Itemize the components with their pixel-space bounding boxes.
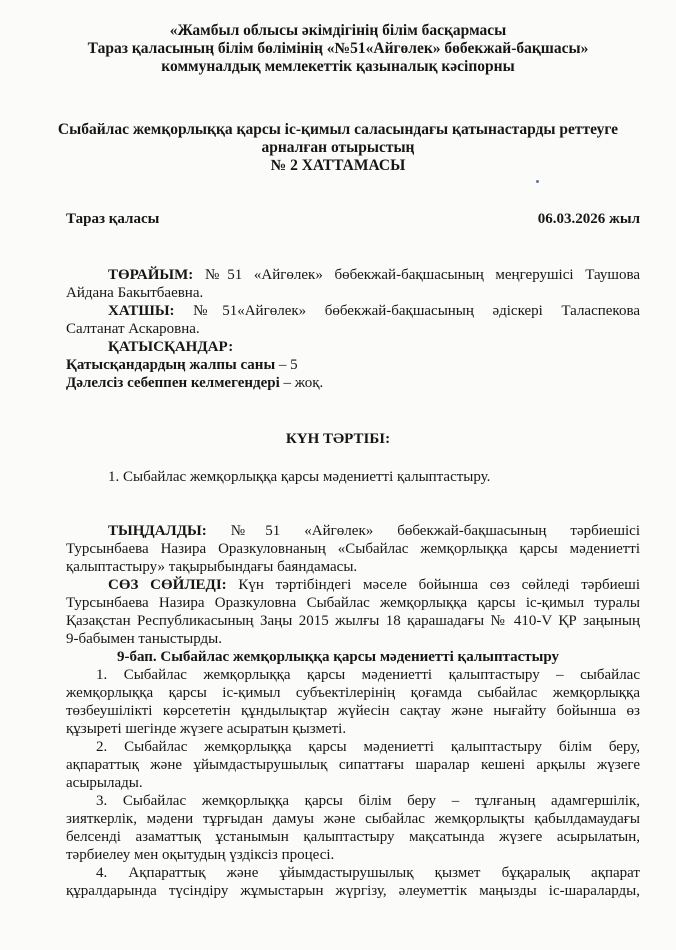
agenda-item-1: 1. Сыбайлас жемқорлыққа қарсы мәдениетті қалыптастыру.: [108, 469, 491, 485]
spoke-line-2: Турсынбаева Назира Оразкуловна Сыбайлас жемқорлыққа қарсы іс-қимыл туралы: [66, 595, 640, 611]
article-p4-line-2: құралдарында түсіндіру жұмыстарын жүргізу, әлеуметтік маңызды іс-шараларды,: [66, 883, 640, 899]
article-p1-line-3: төзбеушілікті көрсететін құндылықтар жүйесін сақтау және нығайту бойынша өз: [66, 703, 640, 719]
spoke-line-4: 9-бабымен таныстырды.: [66, 631, 222, 647]
article-p2-line-3: асырылады.: [66, 775, 143, 791]
article-p3-line-1: 3. Сыбайлас жемқорлыққа қарсы білім беру – тұлғаның адамгершілік,: [96, 793, 640, 809]
title-line-3: № 2 ХАТТАМАСЫ: [270, 157, 406, 174]
title-line-2: арналған отырыстың: [261, 139, 415, 156]
participants-absent-label: Дәлелсіз себеппен келмегендері: [66, 375, 280, 391]
article-p3-line-3: белсенді азаматтық ұстанымын қалыптастыру мақсатында жүзеге асырылатын,: [66, 829, 640, 845]
header-line-2: Тараз қаласының білім бөлімінің «№51«Айгөлек» бөбекжай-бақшасы»: [87, 40, 589, 57]
header-line-1: «Жамбыл облысы әкімдігінің білім басқармасы: [169, 22, 507, 39]
listened-text-1: №51 «Айгөлек» бөбекжай-бақшасының тәрбиешісі: [206, 523, 640, 539]
secretary-line-1: [66, 302, 640, 320]
participants-total-value: – 5: [275, 357, 298, 373]
title-line-1: Сыбайлас жемқорлыққа қарсы іс-қимыл саласындағы қатынастарды реттеуге: [57, 121, 619, 138]
article-p1-line-4: құзыреті шегінде жүзеге асыратын қызметі.: [66, 721, 347, 737]
participants-absent-value: – жоқ.: [279, 375, 324, 391]
participants-label: ҚАТЫСҚАНДАР:: [108, 339, 234, 355]
secretary-text-1: №51«Айгөлек» бөбекжай-бақшасының әдіскері Таласпекова: [174, 303, 640, 319]
participants-total: [66, 356, 640, 374]
article-p1-line-2: жемқорлыққа қарсы іс-қимыл субъектілерінің қоғамда сыбайлас жемқорлыққа: [66, 685, 640, 701]
spoke-line-1: [66, 576, 640, 594]
chair-line-1: [66, 266, 640, 284]
participants-total-label: Қатысқандардың жалпы саны: [66, 357, 276, 373]
listened-line-2: Турсынбаева Назира Оразкуловнаның «Сыбайлас жемқорлыққа қарсы мәдениетті: [66, 541, 640, 557]
spoke-label: СӨЗ СӨЙЛЕДІ:: [108, 577, 227, 593]
article-heading: 9-бап. Сыбайлас жемқорлыққа қарсы мәдениетті қалыптастыру: [116, 649, 560, 665]
place: Тараз қаласы: [66, 211, 160, 227]
agenda-heading: КҮН ТӘРТІБІ:: [285, 431, 391, 447]
ink-dot: [536, 180, 539, 183]
header-line-3: коммуналдық мемлекеттік қазыналық кәсіпорны: [161, 58, 515, 75]
listened-line-1: [66, 522, 640, 540]
spoke-line-3: Қазақстан Республикасының Заңы 2015 жылғы 18 қарашадағы № 410-V ҚР заңының: [66, 613, 640, 629]
listened-line-3: қалыптастыру» тақырыбындағы баяндамасы.: [66, 559, 358, 575]
chair-line-2: Айдана Бакытбаевна.: [66, 285, 204, 301]
chair-text-1: №51 «Айгөлек» бөбекжай-бақшасының меңгерушісі Таушова: [193, 267, 640, 283]
article-p4-line-1: 4. Ақпараттық және ұйымдастырушылық қызмет бұқаралық ақпарат: [96, 865, 640, 881]
article-p3-line-2: зияткерлік, мәдени тұрғыдан дамуы және сыбайлас жемқорлықты қабылдамаудағы: [66, 811, 640, 827]
listened-label: ТЫҢДАЛДЫ:: [108, 523, 207, 539]
article-p3-line-4: тәрбиелеу мен оқытудың үздіксіз процесі.: [66, 847, 335, 863]
article-p2-line-2: ақпараттық және ұйымдастырушылық сипаттағы шаралар кешені арқылы жүзеге: [66, 757, 640, 773]
spoke-text-1: Күн тәртібіндегі мәселе бойынша сөз сөйледі тәрбиеші: [226, 577, 640, 593]
secretary-label: ХАТШЫ:: [108, 303, 175, 319]
secretary-line-2: Салтанат Аскаровна.: [66, 321, 200, 337]
participants-absent: [66, 374, 640, 392]
article-p2-line-1: 2. Сыбайлас жемқорлыққа қарсы мәдениетті қалыптастыру білім беру,: [96, 739, 640, 755]
chair-label: ТӨРАЙЫМ:: [108, 267, 194, 283]
article-p1-line-1: 1. Сыбайлас жемқорлыққа қарсы мәдениетті қалыптастыру – сыбайлас: [96, 667, 640, 683]
date: 06.03.2026 жыл: [537, 211, 640, 227]
participants-heading: [66, 338, 640, 356]
